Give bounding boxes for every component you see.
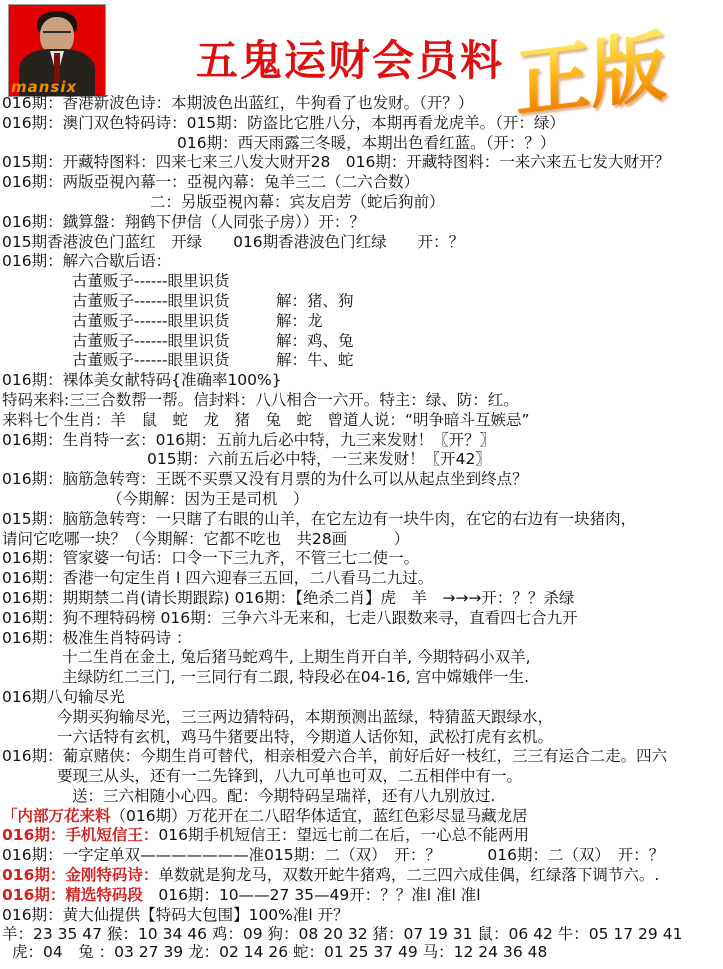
text-line: [2, 589, 723, 609]
line-text: 一六话特有玄机，鸡马牛猪要出特，今期道人话你知，武松打虎有玄机。: [57, 727, 554, 746]
line-text: 016期：10——27 35—49开：？？准l 准l 准l: [142, 885, 481, 904]
text-line: [2, 728, 723, 748]
line-text: 古董贩子------眼里识货 解：猪、狗: [72, 291, 354, 310]
text-line: [2, 906, 723, 926]
line-text: 016期：一字定单双———————准015期：二（双） 开：？ 016期：二（双） 开：？: [2, 846, 665, 865]
line-text: 羊：23 35 47 猴：10 34 46 鸡：09 狗：08 20 32 猪：07 19 31 鼠：06 42 牛：05 17 29 41: [2, 925, 683, 944]
line-text: 虎：04 兔 ：03 27 39 龙：02 14 26 蛇：01 25 37 49 马：12 24 36 48: [12, 943, 548, 962]
line-text: 016期：管家婆一句话：口令一下三九齐，不管三七二使一。: [2, 549, 420, 568]
text-line: [2, 826, 723, 846]
line-text: 016期：西天雨露三冬暖，本期出色看红蓝。（开：？）: [177, 133, 556, 152]
text-line: [2, 351, 723, 371]
text-line: [2, 312, 723, 332]
line-text: 来料七个生肖：羊 鼠 蛇 龙 猪 兔 蛇 曾道人说：“明争暗斗互嫉忌”: [2, 410, 530, 429]
text-line: [2, 569, 723, 589]
genuine-stamp: 正版: [515, 22, 715, 123]
line-red-label: 016期：手机短信王：: [2, 826, 159, 845]
line-text: 016期：鐡算盤：翔鹤下伊信（人同张子房））开：？: [2, 212, 365, 231]
line-text: 016期：香港新波色诗：本期波色出蓝红，牛狗看了也发财。（开？）: [2, 94, 474, 112]
text-line: [2, 846, 723, 866]
text-line: [2, 292, 723, 312]
line-text: 古董贩子------眼里识货 解：牛、蛇: [72, 351, 354, 370]
line-text: 016期：脑筋急转弯：王既不买票又没有月票的为什么可以从起点坐到终点？: [2, 470, 528, 489]
text-line: [2, 371, 723, 391]
line-text: 要现三从头，还有一二先锋到，八九可单也可双，二五相伴中有一。: [57, 767, 523, 786]
text-line: [2, 629, 723, 649]
text-line: [2, 866, 723, 886]
line-text: 016期八句输尽光: [2, 687, 125, 706]
text-line: [2, 213, 723, 233]
line-text: （016期）万花开在二八昭华体适宜，蓝红色彩尽显马藏龙居: [110, 806, 528, 825]
text-line: [2, 173, 723, 193]
tipster-photo: [8, 4, 106, 97]
line-red-label: 016期：金刚特码诗：: [2, 866, 159, 885]
text-line: [2, 450, 723, 470]
line-text: 古董贩子------眼里识货: [72, 272, 230, 291]
text-line: [2, 233, 723, 253]
text-line: [2, 787, 723, 807]
photo-glasses: [43, 31, 71, 40]
line-text: 016期：狗不理特码榜 016期：三争六斗无来和，七走八跟数来寻，直看四七合九开: [2, 608, 578, 627]
line-text: 015期：脑筋急转弯：一只瞎了右眼的山羊，在它左边有一块牛肉，在它的右边有一块猪肉，: [2, 509, 637, 528]
line-text: 016期手机短信王：望远七前二在后，一心总不能两用: [158, 826, 529, 845]
text-line: [2, 272, 723, 292]
line-text: 016期：生肖特一玄：016期：五前九后必中特，九三来发财！〖开？〗: [2, 430, 496, 449]
line-text: 015期香港波色门蓝红 开绿 016期香港波色门红绿 开：？: [2, 232, 465, 251]
line-text: 016期：裸体美女献特码{准确率100%}: [2, 371, 282, 390]
line-red-label: 016期：精选特码段: [2, 885, 143, 904]
text-line: [2, 688, 723, 708]
text-line: [2, 925, 723, 943]
line-text: 016期：解六合歇后语：: [2, 252, 172, 271]
content-lines: [2, 94, 723, 961]
text-line: [2, 193, 723, 213]
text-line: [2, 767, 723, 787]
line-text: 二：另版亞視內幕：宾友启芳（蛇后狗前）: [150, 192, 445, 211]
line-text: 特码来料:三三合数帮一帮。信封料：八八相合一六开。特主：绿、防：红。: [2, 390, 519, 409]
text-line: [2, 490, 723, 510]
text-line: [2, 530, 723, 550]
line-text: 016期：香港一句定生肖 l 四六迎春三五回，二八看马二九过。: [2, 569, 434, 588]
text-line: [2, 431, 723, 451]
text-line: [2, 510, 723, 530]
line-text: 016期：期期禁二肖(请长期跟踪) 016期：【绝杀二肖】虎 羊 →→→开：？？杀绿: [2, 588, 575, 607]
line-text: 015期：开藏特图料：四来七来三八发大财开28 016期：开藏特图料：一来六来五七发大财开？: [2, 153, 670, 172]
line-text: 请问它吃哪一块？（今期解：它都不吃也 共28画 ）: [2, 529, 410, 548]
text-line: [2, 411, 723, 431]
line-text: 今期买狗输尽光，三三两边猜特码，本期预测出蓝绿，特猜蓝天跟绿水，: [57, 707, 554, 726]
line-text: 016期：澳门双色特码诗：015期：防盗比它胜八分，本期再看龙虎羊。（开：绿）: [2, 113, 565, 132]
photo-watermark-text: mansix: [11, 78, 78, 96]
text-line: [2, 114, 723, 134]
text-line: [2, 391, 723, 411]
line-text: 十二生肖在金土, 兔后猪马蛇鸡牛, 上期生肖开白羊, 今期特码小双羊,: [62, 648, 531, 667]
line-text: 送：三六相随小心四。配：今期特码呈瑞祥，还有八九别放过.: [72, 786, 496, 805]
text-line: [2, 648, 723, 668]
page-title: 五鬼运财会员料: [196, 36, 505, 85]
line-text: 015期：六前五后必中特，一三来发财！〖开42〗: [147, 450, 491, 469]
text-line: [2, 94, 723, 114]
line-text: 016期：两版亞視內幕一：亞視內幕：兔羊三二（二六合数）: [2, 173, 420, 192]
line-text: 单数就是狗龙马，双数开蛇牛猪鸡，二三四六成佳偶，红绿落下调节六。.: [158, 866, 660, 885]
line-text: 016期：黄大仙提供【特码大包围】100%准l 开？: [2, 905, 349, 924]
line-text: 古董贩子------眼里识货 解：龙: [72, 311, 323, 330]
text-line: [2, 886, 723, 906]
text-line: [2, 807, 723, 827]
text-line: [2, 943, 723, 961]
line-text: 古董贩子------眼里识货 解：鸡、兔: [72, 331, 354, 350]
text-line: [2, 549, 723, 569]
line-red-label: 「内部万花来料: [2, 806, 111, 825]
line-text: 016期：极准生肖特码诗 ：: [2, 628, 192, 647]
text-line: [2, 470, 723, 490]
line-text: 016期：葡京赌侠：今期生肖可替代，相亲相爱六合羊，前好后好一枝红，三三有运合二走。四六: [2, 747, 668, 766]
text-line: [2, 609, 723, 629]
text-line: [2, 708, 723, 728]
text-line: [2, 332, 723, 352]
text-line: [2, 747, 723, 767]
text-line: [2, 252, 723, 272]
line-text: 主绿防红二三门, 一三同行有二跟, 特段必在04-16, 宫中嫦娥伴一生.: [62, 668, 530, 687]
text-line: [2, 134, 723, 154]
text-line: [2, 153, 723, 173]
text-line: [2, 668, 723, 688]
line-text: （今期解：因为王是司机 ）: [107, 489, 309, 508]
